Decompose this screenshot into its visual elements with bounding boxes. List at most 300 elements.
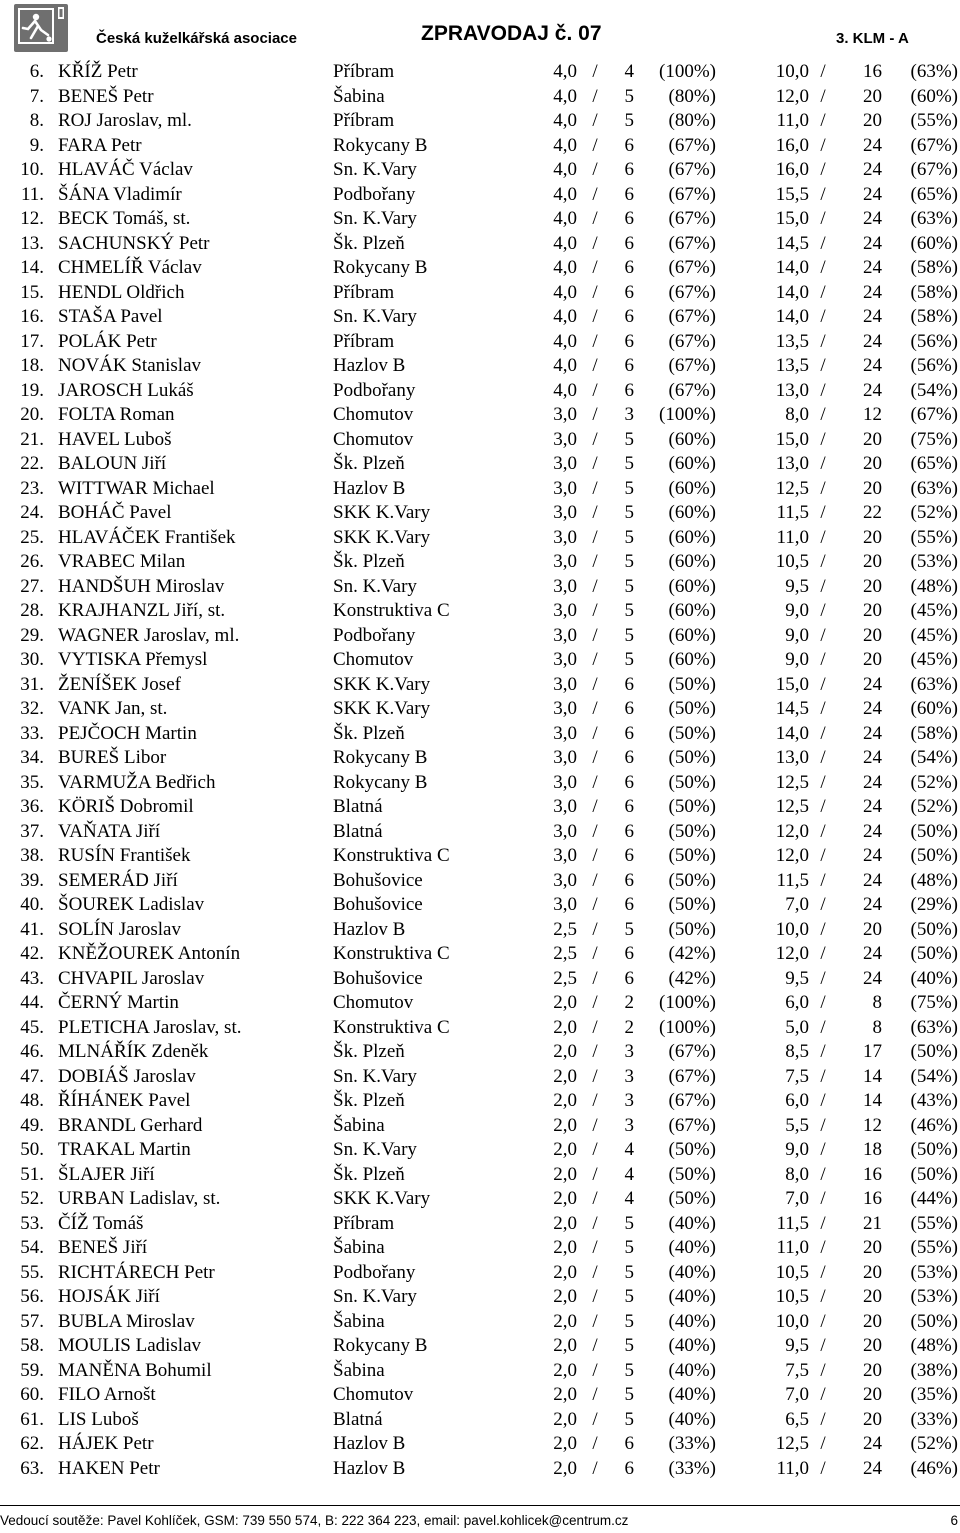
separator: / xyxy=(820,1408,826,1430)
points-percent: (55%) xyxy=(910,1212,958,1234)
points-percent: (50%) xyxy=(910,943,958,964)
club: Hazlov B xyxy=(333,355,406,376)
separator: / xyxy=(592,551,598,572)
separator: / xyxy=(592,526,598,548)
table-row xyxy=(0,1016,960,1041)
wins: 4,0 xyxy=(553,183,577,205)
wins: 2,0 xyxy=(553,1359,577,1381)
max-points: 12 xyxy=(863,1114,882,1136)
points: 15,0 xyxy=(775,208,809,229)
player-name: BOHÁČ Pavel xyxy=(58,502,172,523)
rank: 28. xyxy=(20,600,44,621)
points: 9,0 xyxy=(785,649,809,670)
club: Šabina xyxy=(333,1237,385,1258)
wins: 3,0 xyxy=(553,551,577,572)
games: 6 xyxy=(624,232,634,254)
points-percent: (50%) xyxy=(910,820,958,842)
table-row xyxy=(0,60,960,85)
max-points: 20 xyxy=(863,551,882,572)
player-name: KRAJHANZL Jiří, st. xyxy=(58,600,226,621)
player-name: KNĚŽOUREK Antonín xyxy=(58,943,241,964)
wins: 4,0 xyxy=(553,306,577,327)
max-points: 16 xyxy=(863,61,882,82)
points-percent: (54%) xyxy=(910,379,958,401)
separator: / xyxy=(592,698,598,719)
player-name: FOLTA Roman xyxy=(58,404,175,425)
points-percent: (55%) xyxy=(910,110,958,131)
club: Šk. Plzeň xyxy=(333,1163,405,1185)
club: Podbořany xyxy=(333,379,416,401)
separator: / xyxy=(820,306,826,327)
club: SKK K.Vary xyxy=(333,1188,431,1209)
wins: 2,0 xyxy=(553,1457,577,1479)
max-points: 24 xyxy=(863,183,882,205)
rank: 27. xyxy=(20,575,44,597)
player-name: POLÁK Petr xyxy=(58,330,157,352)
separator: / xyxy=(592,355,598,376)
separator: / xyxy=(592,1384,598,1405)
player-name: RUSÍN František xyxy=(58,845,191,866)
player-name: HAVEL Luboš xyxy=(58,428,172,450)
rank: 59. xyxy=(20,1359,44,1381)
points-percent: (60%) xyxy=(910,85,958,107)
win-percent: (60%) xyxy=(668,600,716,621)
separator: / xyxy=(592,1261,598,1283)
wins: 4,0 xyxy=(553,110,577,131)
separator: / xyxy=(820,1457,826,1479)
rank: 15. xyxy=(20,281,44,303)
rank: 30. xyxy=(20,649,44,670)
rank: 22. xyxy=(20,453,44,474)
rank: 62. xyxy=(20,1433,44,1454)
games: 5 xyxy=(624,600,634,621)
player-name: RICHTÁRECH Petr xyxy=(58,1261,215,1283)
max-points: 20 xyxy=(863,453,882,474)
points-percent: (58%) xyxy=(910,281,958,303)
organization-name: Česká kuželkářská asociace xyxy=(96,30,297,47)
separator: / xyxy=(820,134,826,156)
points: 8,0 xyxy=(785,1163,809,1185)
table-row xyxy=(0,1383,960,1408)
separator: / xyxy=(592,600,598,621)
table-row xyxy=(0,820,960,845)
points: 11,5 xyxy=(776,869,809,891)
games: 4 xyxy=(624,61,634,82)
games: 5 xyxy=(624,85,634,107)
club: Příbram xyxy=(333,61,395,82)
player-name: BUBLA Miroslav xyxy=(58,1310,195,1332)
max-points: 17 xyxy=(863,1041,882,1062)
win-percent: (40%) xyxy=(668,1237,716,1258)
wins: 3,0 xyxy=(553,845,577,866)
separator: / xyxy=(820,992,826,1013)
separator: / xyxy=(820,1237,826,1258)
max-points: 20 xyxy=(863,1310,882,1332)
club: Příbram xyxy=(333,330,395,352)
rank: 38. xyxy=(20,845,44,866)
rank: 12. xyxy=(20,208,44,229)
max-points: 24 xyxy=(863,673,882,695)
points: 15,0 xyxy=(775,428,809,450)
player-name: HLAVÁČEK František xyxy=(58,526,236,548)
rank: 32. xyxy=(20,698,44,719)
wins: 2,0 xyxy=(553,1433,577,1454)
club: Rokycany B xyxy=(333,771,428,793)
win-percent: (50%) xyxy=(668,698,716,719)
table-row xyxy=(0,1408,960,1433)
separator: / xyxy=(820,159,826,180)
table-row xyxy=(0,1310,960,1335)
separator: / xyxy=(820,404,826,425)
separator: / xyxy=(592,1310,598,1332)
wins: 3,0 xyxy=(553,600,577,621)
wins: 3,0 xyxy=(553,477,577,499)
separator: / xyxy=(592,673,598,695)
points: 14,5 xyxy=(775,232,809,254)
player-name: BENEŠ Petr xyxy=(58,85,154,107)
table-row xyxy=(0,1236,960,1261)
table-row xyxy=(0,1187,960,1212)
win-percent: (40%) xyxy=(668,1335,716,1356)
wins: 3,0 xyxy=(553,526,577,548)
separator: / xyxy=(820,820,826,842)
club: Šabina xyxy=(333,1310,385,1332)
rank: 8. xyxy=(29,110,44,131)
club: Konstruktiva C xyxy=(333,600,450,621)
table-row xyxy=(0,648,960,673)
separator: / xyxy=(820,624,826,646)
wins: 4,0 xyxy=(553,330,577,352)
wins: 2,0 xyxy=(553,1212,577,1234)
rank: 63. xyxy=(20,1457,44,1479)
points: 11,5 xyxy=(776,502,809,523)
win-percent: (60%) xyxy=(668,428,716,450)
club: Šabina xyxy=(333,85,385,107)
table-row xyxy=(0,85,960,110)
points-percent: (35%) xyxy=(910,1384,958,1405)
max-points: 20 xyxy=(863,1261,882,1283)
points: 12,5 xyxy=(775,477,809,499)
club: SKK K.Vary xyxy=(333,673,431,695)
separator: / xyxy=(820,379,826,401)
separator: / xyxy=(820,453,826,474)
win-percent: (67%) xyxy=(668,281,716,303)
points-percent: (58%) xyxy=(910,306,958,327)
points: 11,0 xyxy=(776,1237,809,1258)
points-percent: (65%) xyxy=(910,453,958,474)
separator: / xyxy=(592,845,598,866)
max-points: 24 xyxy=(863,771,882,793)
separator: / xyxy=(592,257,598,278)
points-percent: (50%) xyxy=(910,1163,958,1185)
separator: / xyxy=(820,600,826,621)
points-percent: (53%) xyxy=(910,1261,958,1283)
club: Chomutov xyxy=(333,428,414,450)
max-points: 24 xyxy=(863,747,882,768)
separator: / xyxy=(592,1188,598,1209)
rank: 48. xyxy=(20,1090,44,1111)
points: 11,0 xyxy=(776,526,809,548)
win-percent: (100%) xyxy=(659,61,716,82)
win-percent: (67%) xyxy=(668,355,716,376)
points: 9,0 xyxy=(785,600,809,621)
separator: / xyxy=(592,110,598,131)
win-percent: (40%) xyxy=(668,1359,716,1381)
max-points: 20 xyxy=(863,428,882,450)
table-row xyxy=(0,673,960,698)
games: 6 xyxy=(624,845,634,866)
separator: / xyxy=(820,943,826,964)
table-row xyxy=(0,330,960,355)
points: 5,5 xyxy=(785,1114,809,1136)
points: 10,5 xyxy=(775,1261,809,1283)
club: Chomutov xyxy=(333,404,414,425)
win-percent: (50%) xyxy=(668,845,716,866)
games: 4 xyxy=(624,1139,634,1160)
win-percent: (80%) xyxy=(668,110,716,131)
max-points: 20 xyxy=(863,575,882,597)
club: SKK K.Vary xyxy=(333,502,431,523)
player-name: PLETICHA Jaroslav, st. xyxy=(58,1016,242,1038)
separator: / xyxy=(592,1408,598,1430)
rank: 42. xyxy=(20,943,44,964)
club: Bohušovice xyxy=(333,894,423,915)
win-percent: (100%) xyxy=(659,404,716,425)
separator: / xyxy=(592,1041,598,1062)
wins: 2,5 xyxy=(553,967,577,989)
max-points: 20 xyxy=(863,1384,882,1405)
player-name: ŠOUREK Ladislav xyxy=(58,894,205,915)
player-name: PEJČOCH Martin xyxy=(58,722,197,744)
points: 9,5 xyxy=(785,575,809,597)
club: Šk. Plzeň xyxy=(333,722,405,744)
games: 6 xyxy=(624,698,634,719)
points-percent: (50%) xyxy=(910,1310,958,1332)
points: 13,5 xyxy=(775,355,809,376)
separator: / xyxy=(820,649,826,670)
games: 5 xyxy=(624,502,634,523)
separator: / xyxy=(820,1384,826,1405)
player-name: TRAKAL Martin xyxy=(58,1139,191,1160)
max-points: 20 xyxy=(863,1335,882,1356)
player-name: MANĚNA Bohumil xyxy=(58,1359,212,1381)
player-name: HLAVÁČ Václav xyxy=(58,159,193,180)
max-points: 24 xyxy=(863,943,882,964)
points: 13,5 xyxy=(775,330,809,352)
rank: 61. xyxy=(20,1408,44,1430)
max-points: 24 xyxy=(863,306,882,327)
wins: 3,0 xyxy=(553,894,577,915)
win-percent: (50%) xyxy=(668,771,716,793)
club: Podbořany xyxy=(333,1261,416,1283)
wins: 3,0 xyxy=(553,698,577,719)
rank: 31. xyxy=(20,673,44,695)
points-percent: (60%) xyxy=(910,232,958,254)
max-points: 20 xyxy=(863,918,882,940)
win-percent: (50%) xyxy=(668,894,716,915)
max-points: 20 xyxy=(863,1408,882,1430)
max-points: 24 xyxy=(863,330,882,352)
wins: 2,0 xyxy=(553,1090,577,1111)
points-percent: (53%) xyxy=(910,1286,958,1307)
separator: / xyxy=(592,1090,598,1111)
rank: 40. xyxy=(20,894,44,915)
club: Rokycany B xyxy=(333,1335,428,1356)
player-name: VAŇATA Jiří xyxy=(58,820,161,842)
games: 3 xyxy=(624,1041,634,1062)
max-points: 24 xyxy=(863,722,882,744)
club: Hazlov B xyxy=(333,918,406,940)
table-row xyxy=(0,1089,960,1114)
player-name: HÁJEK Petr xyxy=(58,1433,154,1454)
wins: 4,0 xyxy=(553,355,577,376)
points: 10,5 xyxy=(775,551,809,572)
separator: / xyxy=(820,869,826,891)
separator: / xyxy=(820,1286,826,1307)
player-name: ŘÍHÁNEK Pavel xyxy=(58,1090,191,1111)
games: 6 xyxy=(624,967,634,989)
wins: 3,0 xyxy=(553,820,577,842)
table-row xyxy=(0,771,960,796)
wins: 4,0 xyxy=(553,257,577,278)
table-row xyxy=(0,1285,960,1310)
win-percent: (42%) xyxy=(668,943,716,964)
club: Blatná xyxy=(333,1408,383,1430)
max-points: 24 xyxy=(863,869,882,891)
rank: 35. xyxy=(20,771,44,793)
points-percent: (67%) xyxy=(910,134,958,156)
table-row xyxy=(0,918,960,943)
separator: / xyxy=(592,183,598,205)
max-points: 14 xyxy=(863,1090,882,1111)
games: 5 xyxy=(624,575,634,597)
club: Šabina xyxy=(333,1114,385,1136)
win-percent: (50%) xyxy=(668,722,716,744)
table-row xyxy=(0,1163,960,1188)
wins: 4,0 xyxy=(553,379,577,401)
table-row xyxy=(0,354,960,379)
table-row xyxy=(0,158,960,183)
points: 12,0 xyxy=(775,845,809,866)
rank: 20. xyxy=(20,404,44,425)
separator: / xyxy=(820,1433,826,1454)
club: Sn. K.Vary xyxy=(333,306,417,327)
player-name: KŘÍŽ Petr xyxy=(58,61,138,82)
points: 11,5 xyxy=(776,1212,809,1234)
points: 16,0 xyxy=(775,134,809,156)
games: 5 xyxy=(624,624,634,646)
separator: / xyxy=(592,1359,598,1381)
separator: / xyxy=(592,722,598,744)
table-row xyxy=(0,183,960,208)
club: Sn. K.Vary xyxy=(333,575,417,597)
player-name: HANDŠUH Miroslav xyxy=(58,575,225,597)
wins: 3,0 xyxy=(553,649,577,670)
max-points: 20 xyxy=(863,1359,882,1381)
club: Šk. Plzeň xyxy=(333,453,405,474)
wins: 2,0 xyxy=(553,1016,577,1038)
win-percent: (42%) xyxy=(668,967,716,989)
separator: / xyxy=(820,673,826,695)
points: 15,5 xyxy=(775,183,809,205)
games: 5 xyxy=(624,110,634,131)
wins: 4,0 xyxy=(553,159,577,180)
wins: 4,0 xyxy=(553,208,577,229)
separator: / xyxy=(820,1163,826,1185)
player-name: SEMERÁD Jiří xyxy=(58,869,178,891)
table-row xyxy=(0,844,960,869)
rank: 17. xyxy=(20,330,44,352)
wins: 3,0 xyxy=(553,428,577,450)
separator: / xyxy=(592,649,598,670)
max-points: 24 xyxy=(863,159,882,180)
games: 5 xyxy=(624,1237,634,1258)
separator: / xyxy=(592,1237,598,1258)
win-percent: (50%) xyxy=(668,673,716,695)
club: Hazlov B xyxy=(333,1457,406,1479)
separator: / xyxy=(820,845,826,866)
separator: / xyxy=(592,379,598,401)
win-percent: (60%) xyxy=(668,477,716,499)
wins: 2,0 xyxy=(553,1163,577,1185)
table-row xyxy=(0,477,960,502)
table-row xyxy=(0,1334,960,1359)
max-points: 24 xyxy=(863,967,882,989)
win-percent: (60%) xyxy=(668,453,716,474)
club: Konstruktiva C xyxy=(333,1016,450,1038)
games: 6 xyxy=(624,1433,634,1454)
rank: 9. xyxy=(29,134,44,156)
rank: 45. xyxy=(20,1016,44,1038)
games: 6 xyxy=(624,747,634,768)
games: 6 xyxy=(624,208,634,229)
max-points: 24 xyxy=(863,698,882,719)
points-percent: (65%) xyxy=(910,183,958,205)
rank: 43. xyxy=(20,967,44,989)
wins: 2,0 xyxy=(553,992,577,1013)
club: Sn. K.Vary xyxy=(333,1065,417,1087)
games: 3 xyxy=(624,1065,634,1087)
points-percent: (50%) xyxy=(910,1041,958,1062)
win-percent: (33%) xyxy=(668,1433,716,1454)
club: Šk. Plzeň xyxy=(333,551,405,572)
max-points: 8 xyxy=(872,992,882,1013)
games: 5 xyxy=(624,477,634,499)
footer-contact: Vedoucí soutěže: Pavel Kohlíček, GSM: 739 550 574, B: 222 364 223, email: pavel.kohlicek@centrum.cz xyxy=(0,1513,629,1528)
points-percent: (52%) xyxy=(910,502,958,523)
max-points: 16 xyxy=(863,1163,882,1185)
win-percent: (80%) xyxy=(668,85,716,107)
points: 11,0 xyxy=(776,1457,809,1479)
win-percent: (40%) xyxy=(668,1408,716,1430)
games: 6 xyxy=(624,722,634,744)
player-name: VYTISKA Přemysl xyxy=(58,649,208,670)
separator: / xyxy=(592,1114,598,1136)
win-percent: (67%) xyxy=(668,159,716,180)
rank: 10. xyxy=(20,159,44,180)
games: 2 xyxy=(624,1016,634,1038)
table-row xyxy=(0,1359,960,1384)
points: 7,5 xyxy=(785,1065,809,1087)
player-name: URBAN Ladislav, st. xyxy=(58,1188,221,1209)
player-name: BECK Tomáš, st. xyxy=(58,208,191,229)
win-percent: (40%) xyxy=(668,1261,716,1283)
club: Rokycany B xyxy=(333,134,428,156)
separator: / xyxy=(820,355,826,376)
rank: 18. xyxy=(20,355,44,376)
points: 9,0 xyxy=(785,624,809,646)
table-row xyxy=(0,795,960,820)
